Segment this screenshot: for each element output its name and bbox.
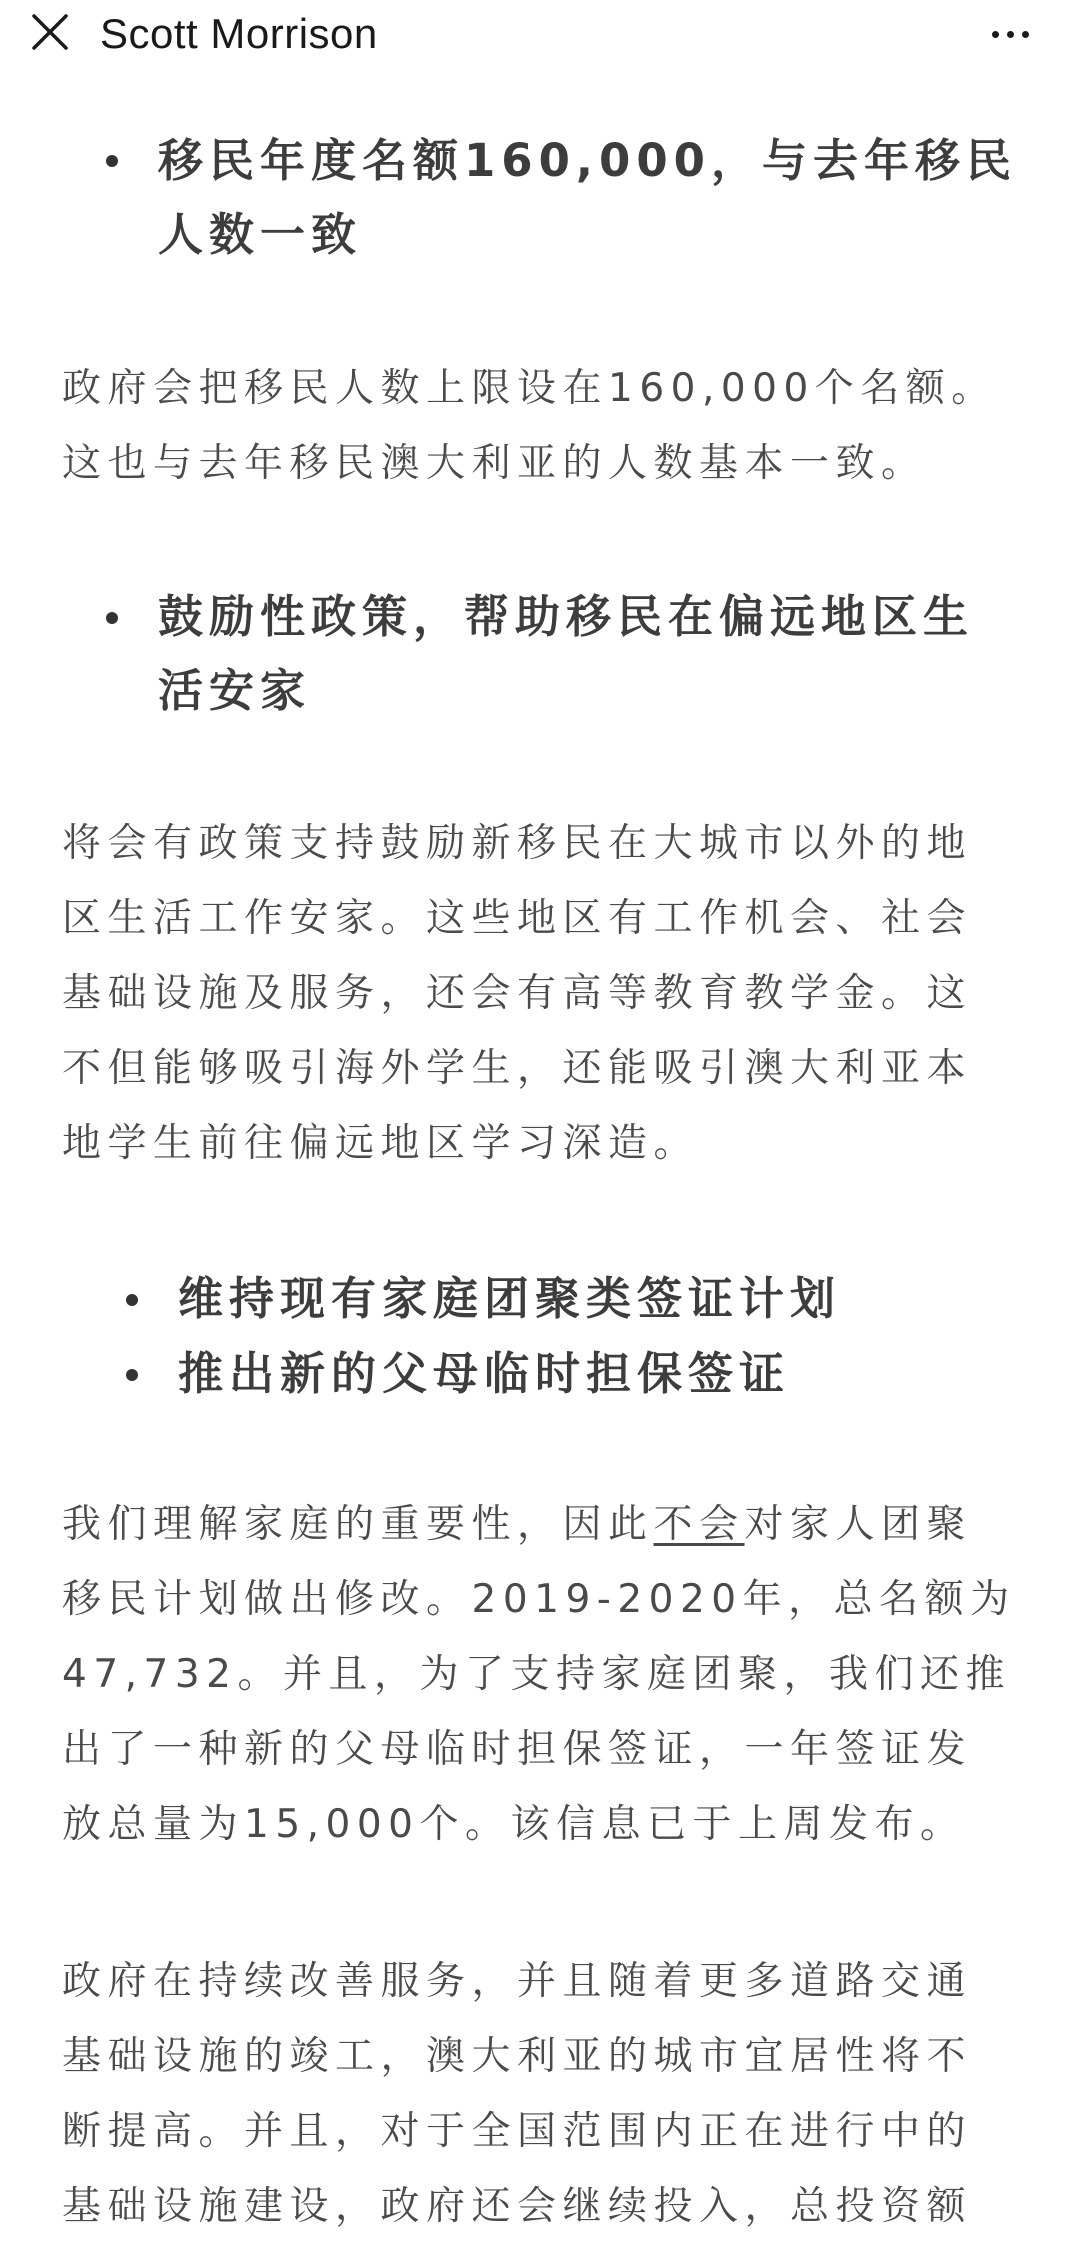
bullet-heading-line: 活安家 [158,664,312,717]
page-title: Scott Morrison [100,10,378,57]
bullet-heading-line: 鼓励性政策，帮助移民在偏远地区生 [158,590,975,643]
more-dot [1007,31,1014,38]
text-span: 对家人团聚 [744,1502,973,1547]
bullet-heading-parent-visa [178,1337,790,1411]
paragraph-regional [62,806,1022,1181]
paragraph-line: 区生活工作安家。这些地区有工作机会、社会 [62,896,973,941]
paragraph-line: 将会有政策支持鼓励新移民在大城市以外的地 [62,821,973,866]
paragraph-infrastructure [62,1944,1022,2244]
bullet-heading-line: 人数一致 [158,208,363,261]
bullet-heading-family [178,1262,841,1336]
paragraph-family [62,1487,1022,1862]
bullet-marker [106,155,118,167]
bullet-marker [126,1369,138,1381]
paragraph-line: 断提高。并且，对于全国范围内正在进行中的 [62,2109,973,2154]
bullet-marker [126,1294,138,1306]
paragraph-line [62,1487,1022,1562]
bullet-marker [106,612,118,624]
more-dot [1022,31,1029,38]
bullet-heading-regional [158,580,974,728]
bullet-heading-line: 推出新的父母临时担保签证 [178,1347,791,1400]
close-icon [31,13,69,55]
paragraph-line: 基础设施及服务，还会有高等教育教学金。这 [62,971,973,1016]
paragraph-line: 政府会把移民人数上限设在160,000个名额。 [62,366,997,411]
paragraph-line: 政府在持续改善服务，并且随着更多道路交通 [62,1959,973,2004]
paragraph-quota [62,351,1022,501]
bullet-heading-line: 移民年度名额160,000，与去年移民 [158,134,1017,187]
paragraph-line: 放总量为15,000个。该信息已于上周发布。 [62,1802,966,1847]
bullet-heading-quota [158,124,1017,272]
paragraph-line: 47,732。并且，为了支持家庭团聚，我们还推 [62,1652,1011,1697]
paragraph-line: 这也与去年移民澳大利亚的人数基本一致。 [62,441,927,486]
more-dots-icon [992,31,999,38]
close-button[interactable] [24,8,76,60]
paragraph-line: 基础设施的竣工，澳大利亚的城市宜居性将不 [62,2034,973,2079]
paragraph-line: 不但能够吸引海外学生，还能吸引澳大利亚本 [62,1046,973,1091]
more-options-button[interactable] [980,8,1040,60]
bullet-heading-line: 维持现有家庭团聚类签证计划 [178,1272,842,1325]
paragraph-line: 出了一种新的父母临时担保签证，一年签证发 [62,1727,973,1772]
paragraph-line: 地学生前往偏远地区学习深造。 [62,1121,700,1166]
paragraph-line: 基础设施建设，政府还会继续投入，总投资额 [62,2184,973,2229]
text-span: 我们理解家庭的重要性，因此 [62,1502,654,1547]
top-bar [0,0,1080,76]
underlined-text: 不会 [653,1502,745,1547]
paragraph-line: 移民计划做出修改。2019-2020年，总名额为 [62,1577,1016,1622]
